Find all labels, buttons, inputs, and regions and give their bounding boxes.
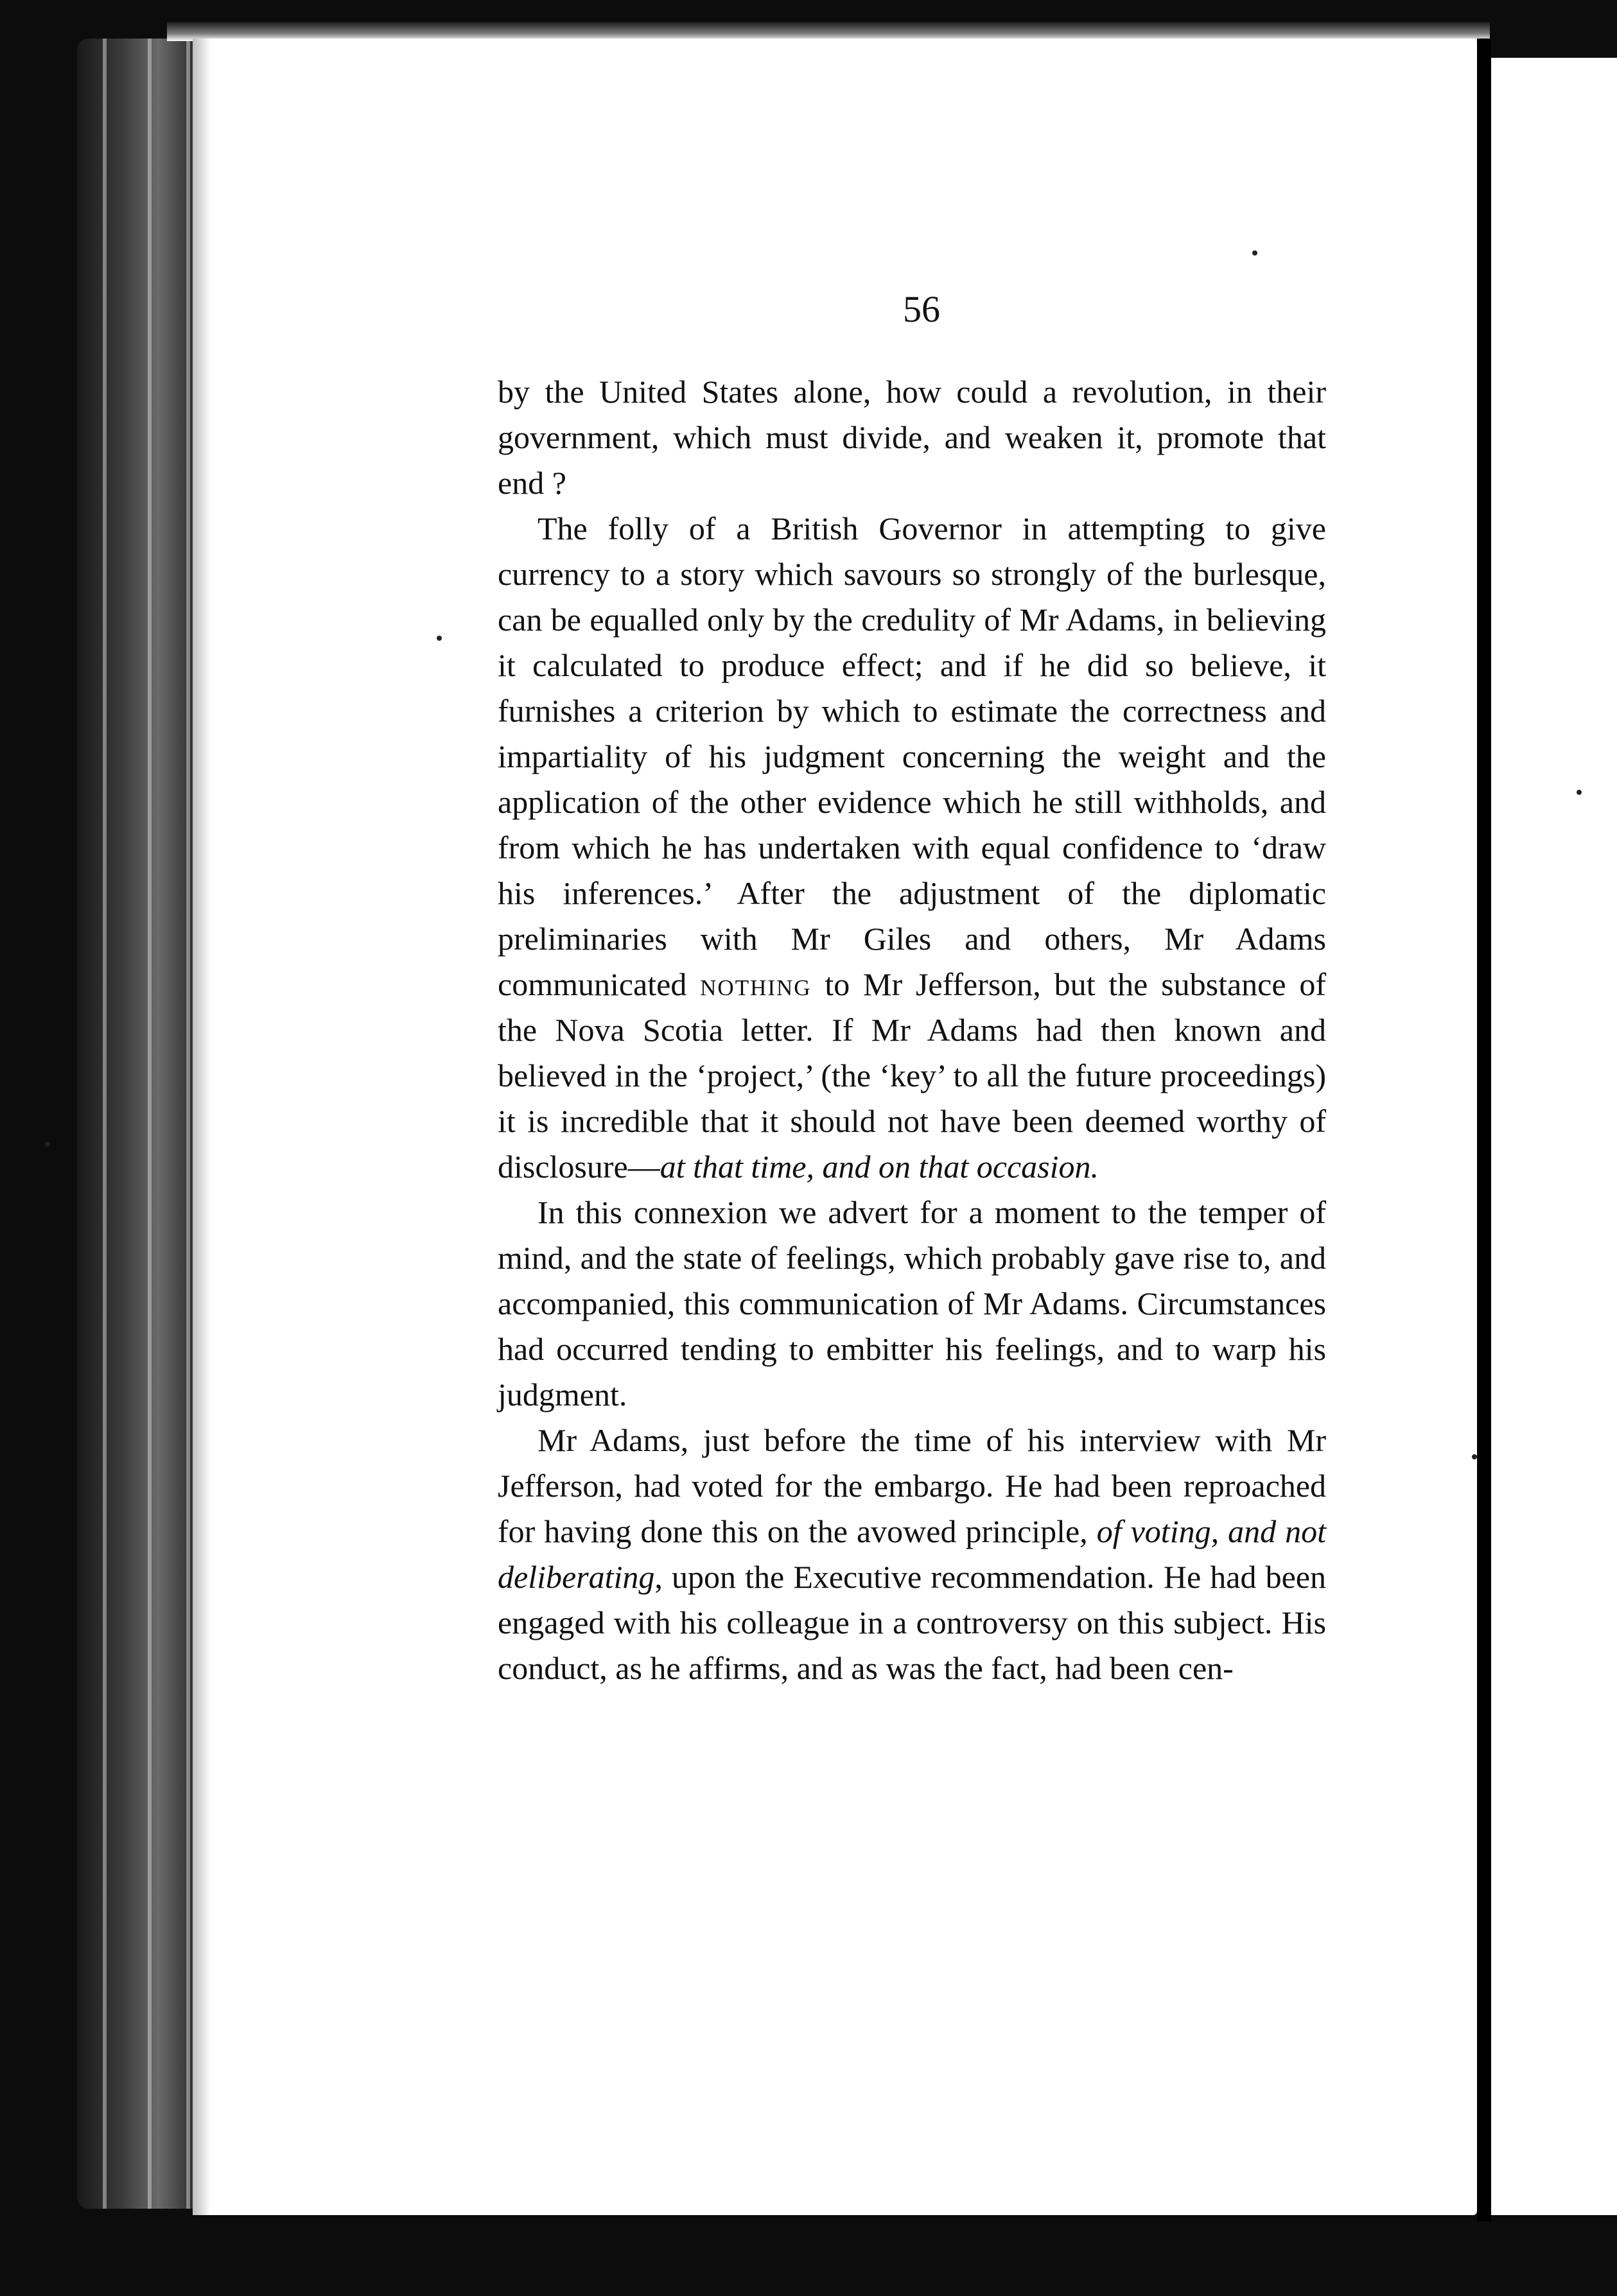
binding-highlight [103,39,107,2209]
text-run: at that time, and on that occasion. [660,1149,1099,1185]
speck [1577,790,1582,795]
text-run: In this connexion we advert for a moment to the temper of mind, and the state of feelings, which probably gave rise to, and accompanied, this communication of Mr Adams. Circumstances had occurred tending to embitter his feelings, and to warp his judgment. [498,1194,1326,1413]
paragraph-embargo-paragraph [498,1418,1326,1691]
binding-highlight [148,39,152,2209]
speck [45,1142,50,1147]
text-run: by the United States alone, how could a revolution, in their government, which must divide, and weaken it, promote that end ? [498,374,1326,501]
page-number: 56 [903,288,940,330]
paragraph-continuation [498,369,1326,506]
paragraph-folly-paragraph [498,506,1326,1190]
speck [437,636,442,641]
page-left-shadow [193,39,211,2215]
text-run: , upon the Executive recommendation. He had been engaged with his colleague in a controversy on this subject. His conduct, as he affirms, and as was the fact, had been cen- [498,1559,1326,1686]
text-run: Mr Adams, just before the time of his interview with Mr Jefferson, had voted for the embargo. He had been reproached for having done this on the avowed principle, [498,1422,1326,1549]
text-run: The folly of a British Governor in attempting to give currency to a story which savours so strongly of the burlesque, can be equalled only by the credulity of Mr Adams, in believing it calculated to produce effect; and if he did so believe, it furnishes a criterion by which to estimate the correctness and impartiality of his judgment concerning the weight and the application of the other evidence which he still withholds, and from which he has undertaken with equal confidence to ‘draw his inferences.’ After the adjustment of the diplomatic preliminaries with Mr Giles and others, Mr Adams communicated [498,510,1326,1002]
text-run: to Mr Jefferson, but the substance of the Nova Scotia letter. If Mr Adams had then known and believed in the ‘project,’ (the ‘key’ to all the future proceedings) it is incredible that it should not have been deemed worthy of disclosure— [498,966,1326,1185]
binding-highlight [186,39,190,2209]
text-run: nothing [700,966,812,1002]
paragraph-connexion-paragraph [498,1190,1326,1418]
facing-page-edge [1491,58,1617,2215]
speck [1252,250,1257,256]
speck [1472,1454,1477,1459]
body-text [498,369,1326,1691]
text-run: of voting, and not deliberating [498,1513,1326,1595]
page-gutter [1477,39,1491,2222]
